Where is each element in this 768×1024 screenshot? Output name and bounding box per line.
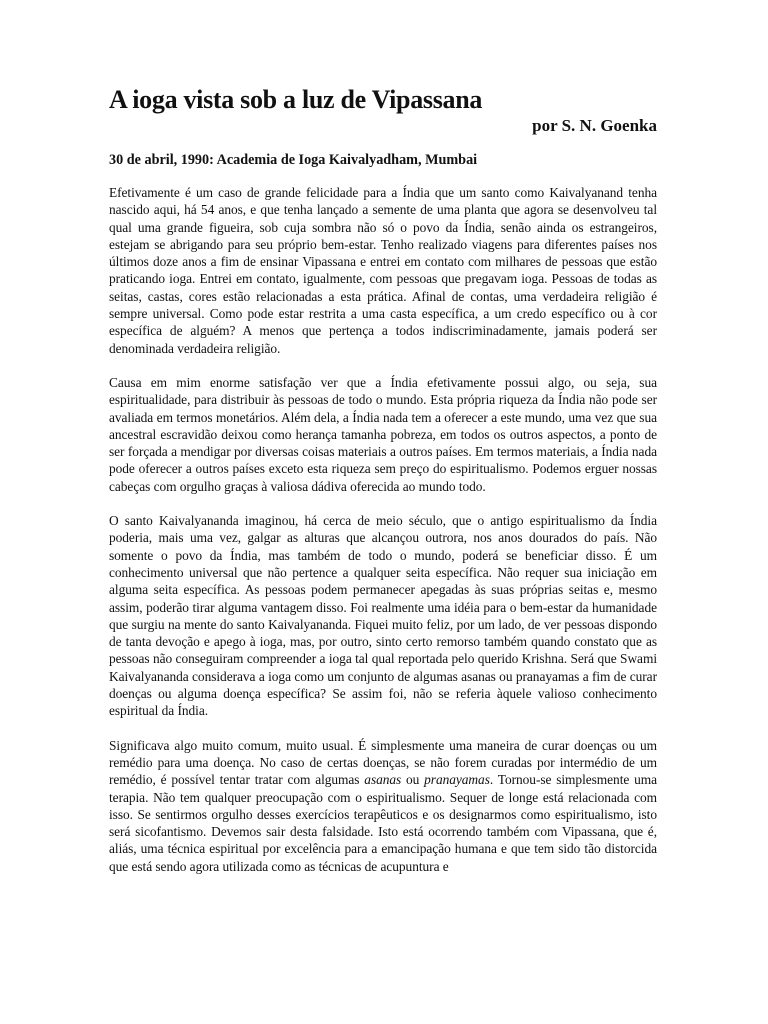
paragraph-3: O santo Kaivalyananda imaginou, há cerca de meio século, que o antigo espiritualismo da Índia poderia, mais uma vez, galgar as alturas que alcançou outrora, nos anos dourados do país. Não somente o povo da Índia, mas também de todo o mundo, poderá se beneficiar disso. É um conhecimento universal que não pertence a qualquer seita específica. Não requer sua iniciação em alguma seita específica. As pessoas podem permanecer apegadas às suas próprias seitas e, mesmo assim, poderão tirar alguma vantagem disso. Foi realmente uma idéia para o bem-estar da humanidade que surgiu na mente do santo Kaivalyananda. Fiquei muito feliz, por um lado, de ver pessoas dispondo de tanta devoção e apego à ioga, mas, por outro, sinto certo remorso também quando constato que as pessoas não conseguiram compreender a ioga tal qual reportada pelo querido Krishna. Será que Swami Kaivalyananda considerava a ioga como um conjunto de algumas asanas ou pranayamas a fim de curar doenças ou alguma doença específica? Se assim foi, não se referia àquele valioso conhecimento espiritual da Índia. [109, 513, 657, 719]
paragraph-4 [109, 737, 657, 875]
term-asanas: asanas [364, 772, 402, 788]
term-pranayamas: pranayamas [424, 772, 490, 788]
paragraph-4-text-a: Significava algo muito comum, muito usual. É simplesmente uma maneira de curar doenças ou um remédio para uma doença. No caso de certas doenças, se não forem curadas por intermédio de um remédio, é possível tentar tratar com algumas [109, 737, 657, 788]
paragraph-1: Efetivamente é um caso de grande felicidade para a Índia que um santo como Kaivalyanand tenha nascido aqui, há 54 anos, e que tenha lançado a semente de uma planta que agora se desenvolveu tal qual uma grande figueira, sob cuja sombra não só o povo da Índia, senão ainda os estrangeiros, estejam se abrigando para seu próprio bem-estar. Tenho realizado viagens para diferentes países nos últimos doze anos a fim de ensinar Vipassana e entrei em contato com milhares de pessoas que estão praticando ioga. Entrei em contato, igualmente, com pessoas que pregavam ioga. Pessoas de todas as seitas, castas, cores estão relacionadas a esta prática. Afinal de contas, uma verdadeira religião é sempre universal. Como pode estar restrita a uma casta específica, a um credo específico ou à cor específica de alguém? A menos que pertença a todos indiscriminadamente, jamais poderá ser denominada verdadeira religião. [109, 185, 657, 356]
document-body [109, 184, 657, 892]
document-title: A ioga vista sob a luz de Vipassana [109, 85, 483, 114]
author-line: por S. N. Goenka [532, 116, 657, 135]
paragraph-2: Causa em mim enorme satisfação ver que a Índia efetivamente possui algo, ou seja, sua espiritualidade, para distribuir às pessoas de todo o mundo. Esta própria riqueza da Índia não pode ser avaliada em termos monetários. Além dela, a Índia nada tem a oferecer a este mundo, uma vez que sua ancestral escravidão deixou como herança tamanha pobreza, em todos os outros aspectos, a ponto de ser forçada a mendigar por diversas coisas materiais a outros países. Em termos materiais, a Índia nada pode oferecer a outros países exceto esta riqueza sem preço do espiritualismo. Podemos erguer nossas cabeças com orgulho graças à valiosa dádiva oferecida ao mundo todo. [109, 374, 657, 494]
date-venue-line: 30 de abril, 1990: Academia de Ioga Kaivalyadham, Mumbai [109, 152, 478, 168]
paragraph-4-text-b: ou [401, 772, 425, 788]
paragraph-4-text-c: . Tornou-se simplesmente uma terapia. Não tem qualquer preocupação com o espiritualismo. Sequer de longe está relacionada com isso. Se sentirmos orgulho desses exercícios terapêuticos e os designarmos como espiritualismo, isto será sicofantismo. Devemos sair desta falsidade. Isto está ocorrendo também com Vipassana, que é, aliás, uma técnica espiritual por excelência para a emancipação humana e que tem sido tão distorcida que está sendo agora utilizada como as técnicas de acupuntura e [109, 772, 657, 874]
